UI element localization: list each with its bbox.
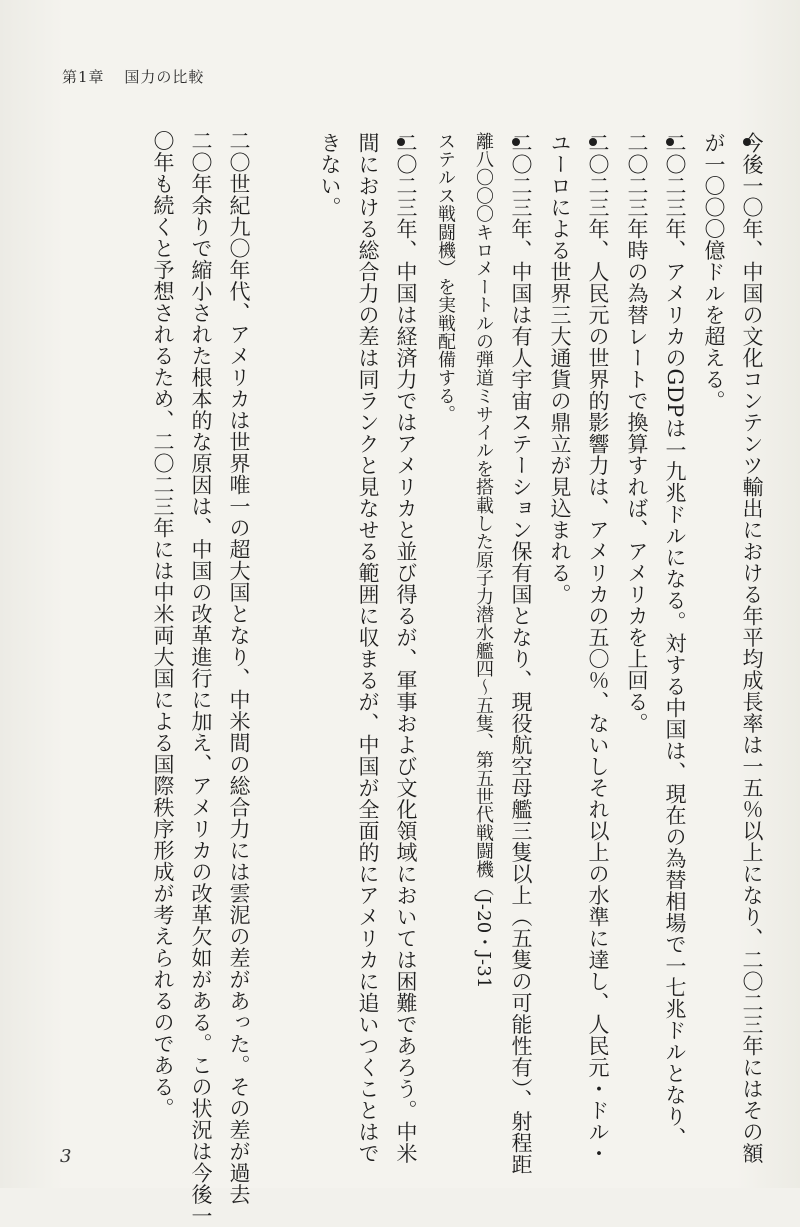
bullet-4-line-2: 離八〇〇〇キロメートルの弾道ミサイルを搭載した原子力潜水艦四～五隻、第五世代戦闘機（J‐20・J‐31	[473, 132, 494, 989]
bullet-4-line-3: ステルス戦闘機）を実戦配備する。	[435, 132, 456, 424]
chapter-label: 第1章	[62, 68, 105, 86]
chapter-title: 国力の比較	[124, 68, 205, 86]
page-number: 3	[60, 1146, 72, 1167]
paragraph-line-2: 二〇年余りで縮小された根本的な原因は、中国の改革進行に加え、アメリカの改革欠如がある。この状況は今後一	[189, 130, 213, 1227]
bullet-3-line-1: 二〇二三年、人民元の世界的影響力は、アメリカの五〇％、ないしそれ以上の水準に達し、人民元・ドル・	[586, 132, 610, 1164]
bullet-1-line-2: が一〇〇〇億ドルを超える。	[702, 132, 726, 412]
bullet-5-line-2: 間における総合力の差は同ランクと見なせる範囲に収まるが、中国が全面的にアメリカに追いつくことはで	[356, 132, 380, 1164]
running-head	[62, 66, 204, 87]
bullet-2-line-1: 二〇二三年、アメリカのGDPは一九兆ドルになる。対する中国は、現在の為替相場で一七兆ドルとなり、	[663, 132, 687, 1149]
paragraph-line-1: 二〇世紀九〇年代、アメリカは世界唯一の超大国となり、中米間の総合力には雲泥の差があった。その差が過去	[227, 130, 251, 1205]
bullet-5-line-3: きない。	[318, 132, 342, 218]
bullet-5-line-1: 二〇二三年、中国は経済力ではアメリカと並び得るが、軍事および文化領域においては困難であろう。中米	[394, 132, 418, 1164]
bullet-3-line-2: ユーロによる世界三大通貨の鼎立が見込まれる。	[548, 132, 572, 605]
bullet-1-line-1: 今後一〇年、中国の文化コンテンツ輸出における年平均成長率は一五％以上になり、二〇二三年にはその額	[740, 132, 764, 1164]
paragraph-line-3: 〇年も続くと予想されるため、二〇二三年には中米両大国による国際秩序形成が考えられるのである。	[151, 130, 175, 1119]
bullet-2-line-2: 二〇二三年時の為替レートで換算すれば、アメリカを上回る。	[625, 132, 649, 734]
bullet-4-line-1: 二〇二三年、中国は有人宇宙ステーション保有国となり、現役航空母艦三隻以上（五隻の可能性有）、射程距	[509, 132, 533, 1175]
